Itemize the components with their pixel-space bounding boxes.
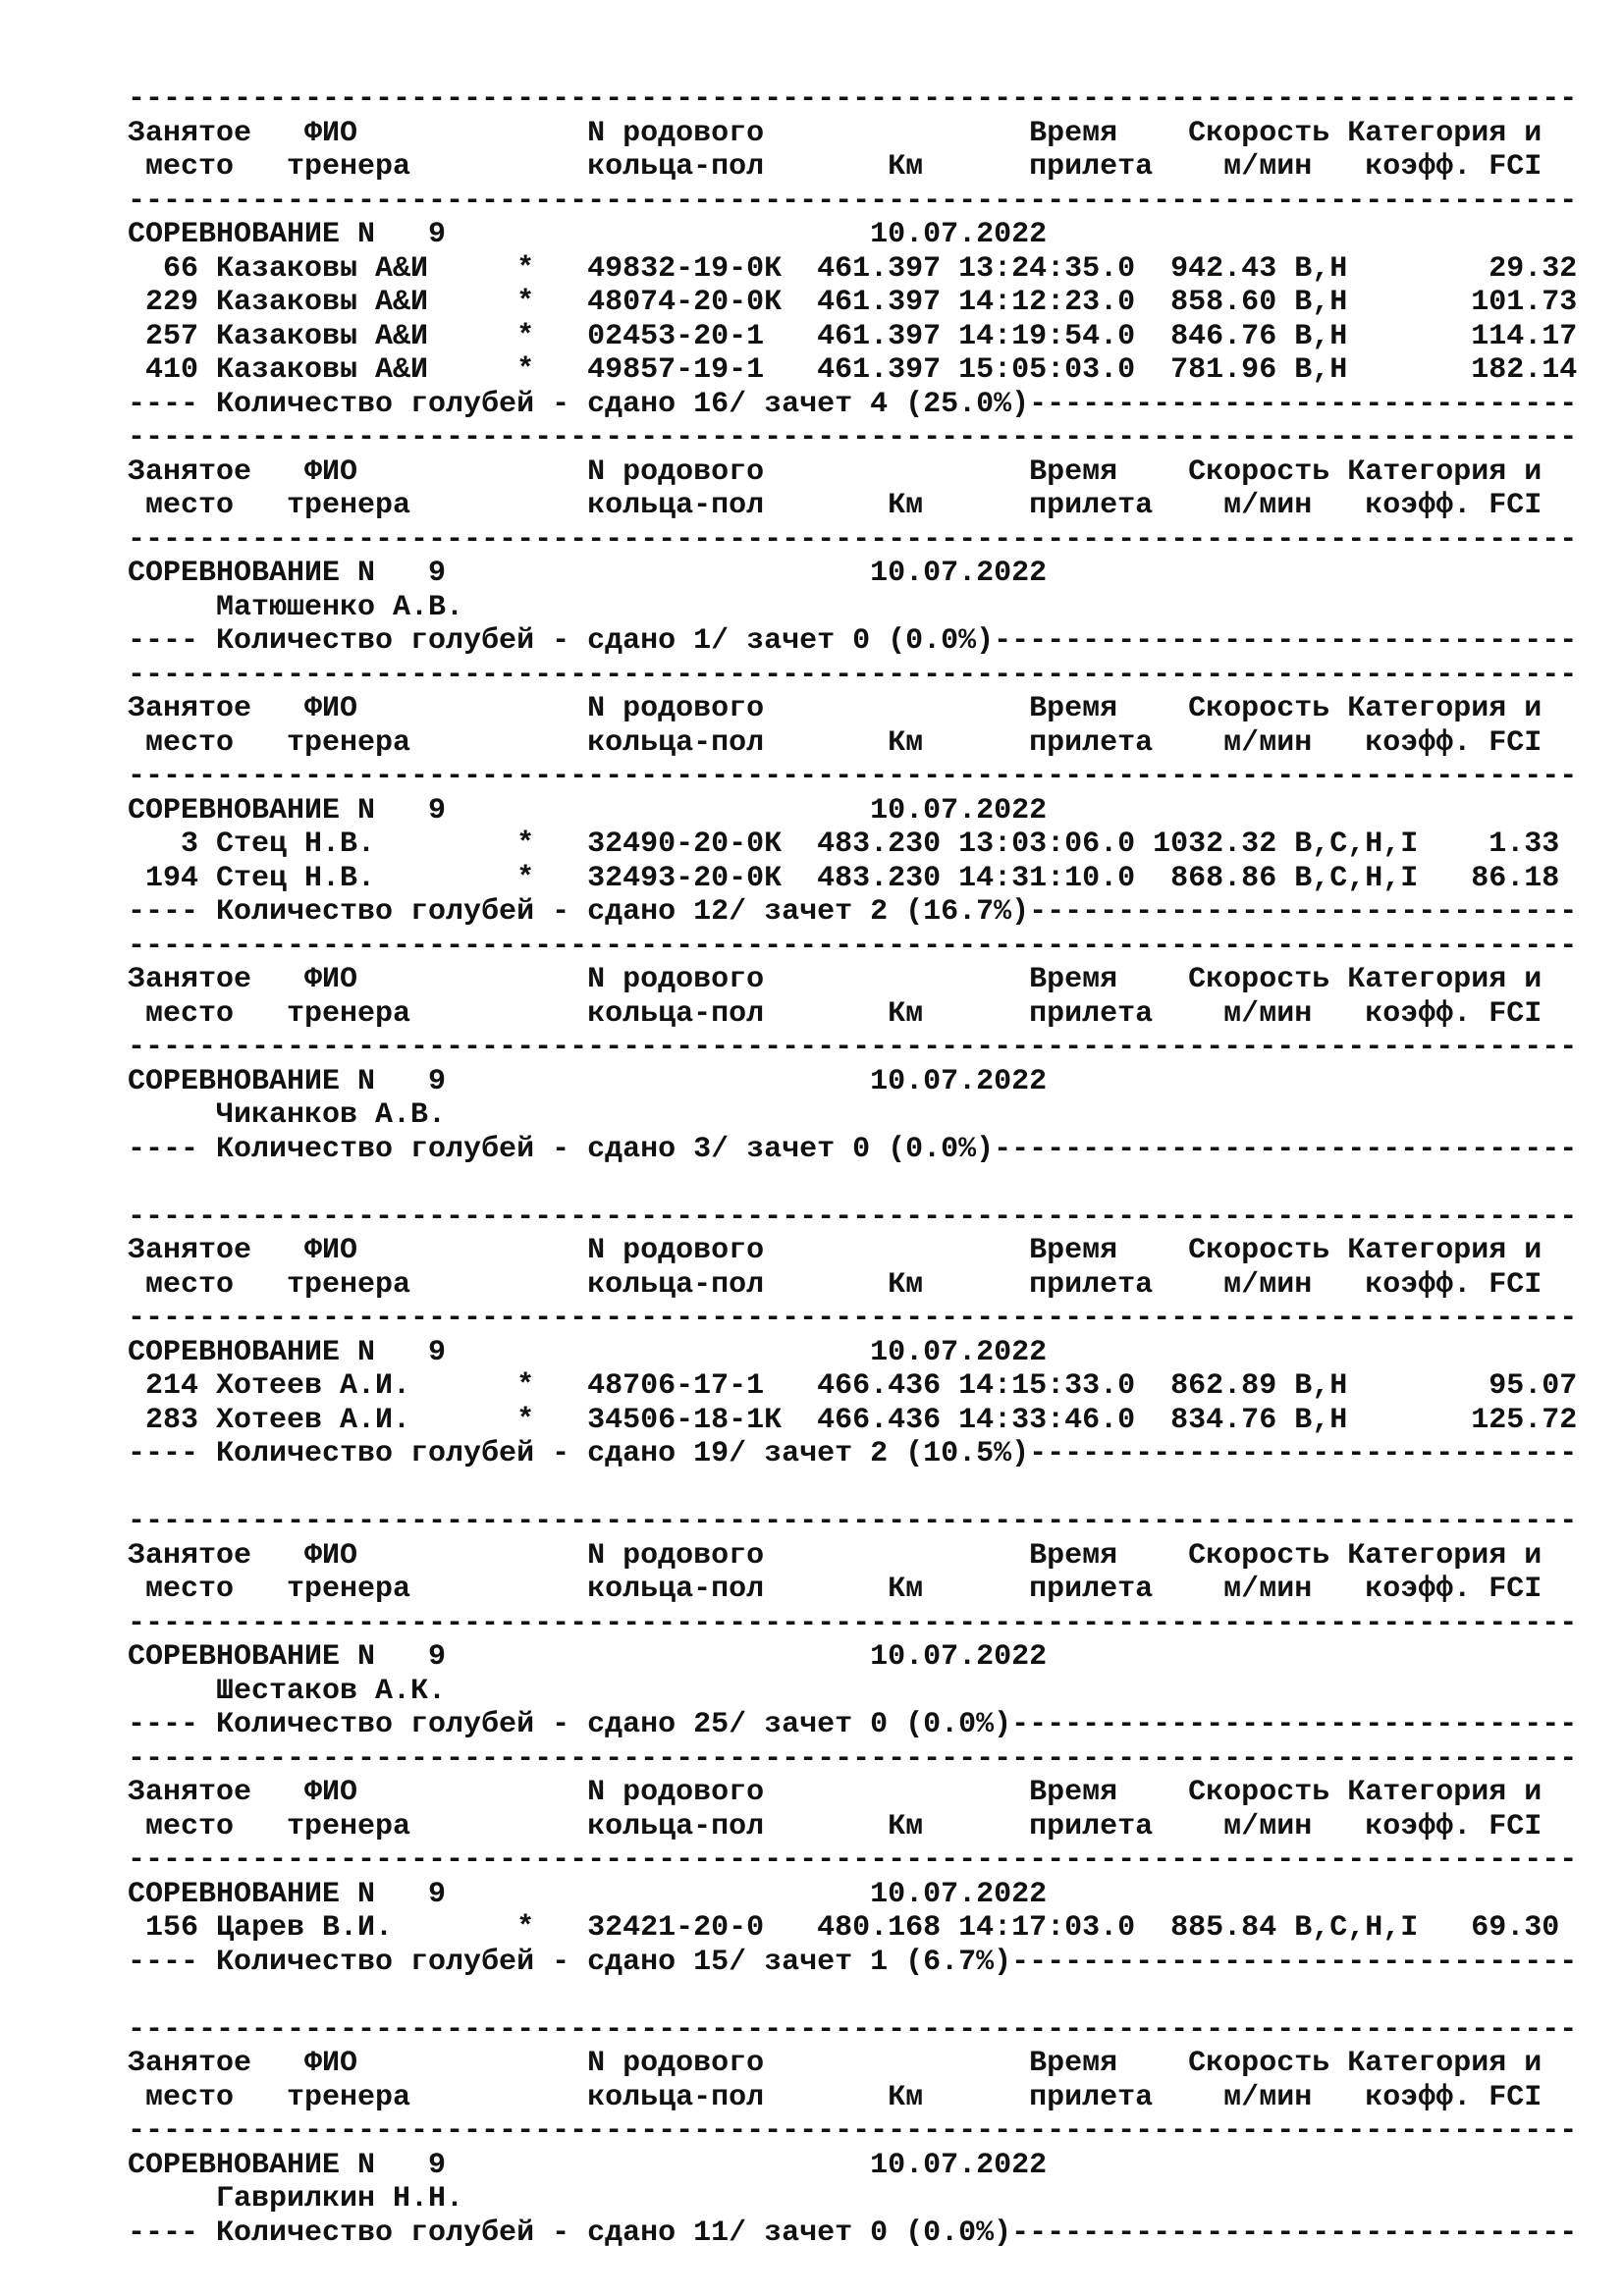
competition-title: СОРЕВНОВАНИЕ N 9 10.07.2022: [128, 2148, 1048, 2182]
separator-line: ----------------------------------------------------------------------------------: [128, 2114, 1578, 2148]
column-header-line-2: место тренера кольца-пол Км прилета м/мин коэфф. FCI: [128, 1573, 1543, 1606]
column-header-line-1: Занятое ФИО N родового Время Скорость Категория и: [128, 454, 1543, 489]
separator-line: ----------------------------------------------------------------------------------: [128, 184, 1578, 218]
column-header-line-2: место тренера кольца-пол Км прилета м/мин коэфф. FCI: [128, 489, 1543, 522]
result-row: Гаврилкин Н.Н.: [128, 2182, 464, 2216]
separator-line: ----------------------------------------------------------------------------------: [128, 1505, 1578, 1538]
column-header-line-2: место тренера кольца-пол Км прилета м/мин коэфф. FCI: [128, 725, 1543, 760]
column-header-line-1: Занятое ФИО N родового Время Скорость Категория и: [128, 1776, 1543, 1809]
separator-line: ----------------------------------------------------------------------------------: [128, 658, 1578, 692]
column-header-line-1: Занятое ФИО N родового Время Скорость Категория и: [128, 1538, 1543, 1573]
separator-line: ----------------------------------------------------------------------------------: [128, 929, 1578, 963]
summary-line: ---- Количество голубей - сдано 12/ зачет 2 (16.7%)-------------------------------: [128, 895, 1578, 929]
column-header-line-2: место тренера кольца-пол Км прилета м/мин коэфф. FCI: [128, 1809, 1543, 1843]
competition-title: СОРЕВНОВАНИЕ N 9 10.07.2022: [128, 1877, 1048, 1911]
competition-title: СОРЕВНОВАНИЕ N 9 10.07.2022: [128, 557, 1048, 590]
result-row: 66 Казаковы А&И * 49832-19-0К 461.397 13:24:35.0 942.43 В,Н 29.32: [128, 251, 1578, 286]
separator-line: ----------------------------------------------------------------------------------: [128, 1606, 1578, 1640]
summary-line: ---- Количество голубей - сдано 11/ зачет 0 (0.0%)--------------------------------: [128, 2216, 1578, 2250]
column-header-line-2: место тренера кольца-пол Км прилета м/мин коэфф. FCI: [128, 1267, 1543, 1302]
separator-line: ----------------------------------------------------------------------------------: [128, 1302, 1578, 1335]
separator-line: ----------------------------------------------------------------------------------: [128, 1843, 1578, 1877]
result-row: 194 Стец Н.В. * 32493-20-0К 483.230 14:31:10.0 868.86 В,С,Н,I 86.18: [128, 861, 1560, 895]
result-row: 410 Казаковы А&И * 49857-19-1 461.397 15:05:03.0 781.96 В,Н 182.14: [128, 353, 1578, 387]
separator-line: ----------------------------------------------------------------------------------: [128, 1031, 1578, 1064]
summary-line: ---- Количество голубей - сдано 3/ зачет 0 (0.0%)---------------------------------: [128, 1132, 1578, 1166]
competition-title: СОРЕВНОВАНИЕ N 9 10.07.2022: [128, 1640, 1048, 1674]
competition-title: СОРЕВНОВАНИЕ N 9 10.07.2022: [128, 218, 1048, 251]
column-header-line-1: Занятое ФИО N родового Время Скорость Категория и: [128, 963, 1543, 996]
column-header-line-1: Занятое ФИО N родового Время Скорость Категория и: [128, 1234, 1543, 1267]
separator-line: ----------------------------------------------------------------------------------: [128, 82, 1578, 116]
column-header-line-2: место тренера кольца-пол Км прилета м/мин коэфф. FCI: [128, 996, 1543, 1031]
blank-line: [128, 1979, 1600, 2013]
summary-line: ---- Количество голубей - сдано 1/ зачет 0 (0.0%)---------------------------------: [128, 624, 1578, 658]
column-header-line-2: место тренера кольца-пол Км прилета м/мин коэфф. FCI: [128, 150, 1543, 184]
result-row: 229 Казаковы А&И * 48074-20-0К 461.397 14:12:23.0 858.60 В,Н 101.73: [128, 286, 1578, 319]
result-row: 214 Хотеев А.И. * 48706-17-1 466.436 14:15:33.0 862.89 В,Н 95.07: [128, 1369, 1578, 1403]
separator-line: ----------------------------------------------------------------------------------: [128, 1741, 1578, 1776]
separator-line: ----------------------------------------------------------------------------------: [128, 2012, 1578, 2047]
separator-line: ----------------------------------------------------------------------------------: [128, 1200, 1578, 1234]
result-row: Матюшенко А.В.: [128, 590, 464, 624]
result-row: 257 Казаковы А&И * 02453-20-1 461.397 14:19:54.0 846.76 В,Н 114.17: [128, 319, 1578, 353]
separator-line: ----------------------------------------------------------------------------------: [128, 421, 1578, 454]
results-report: [128, 82, 1600, 2250]
summary-line: ---- Количество голубей - сдано 16/ зачет 4 (25.0%)-------------------------------: [128, 387, 1578, 421]
column-header-line-1: Занятое ФИО N родового Время Скорость Категория и: [128, 116, 1543, 150]
blank-line: [128, 1471, 1600, 1506]
summary-line: ---- Количество голубей - сдано 15/ зачет 1 (6.7%)--------------------------------: [128, 1945, 1578, 1979]
summary-line: ---- Количество голубей - сдано 25/ зачет 0 (0.0%)--------------------------------: [128, 1708, 1578, 1741]
competition-title: СОРЕВНОВАНИЕ N 9 10.07.2022: [128, 793, 1048, 828]
separator-line: ----------------------------------------------------------------------------------: [128, 760, 1578, 793]
result-row: 3 Стец Н.В. * 32490-20-0К 483.230 13:03:06.0 1032.32 В,С,Н,I 1.33: [128, 828, 1560, 861]
column-header-line-2: место тренера кольца-пол Км прилета м/мин коэфф. FCI: [128, 2080, 1543, 2114]
result-row: 156 Царев В.И. * 32421-20-0 480.168 14:17:03.0 885.84 В,С,Н,I 69.30: [128, 1911, 1560, 1945]
result-row: 283 Хотеев А.И. * 34506-18-1К 466.436 14:33:46.0 834.76 В,Н 125.72: [128, 1403, 1578, 1437]
summary-line: ---- Количество голубей - сдано 19/ зачет 2 (10.5%)-------------------------------: [128, 1437, 1578, 1470]
result-row: Чиканков А.В.: [128, 1098, 447, 1132]
competition-title: СОРЕВНОВАНИЕ N 9 10.07.2022: [128, 1335, 1048, 1369]
separator-line: ----------------------------------------------------------------------------------: [128, 522, 1578, 557]
competition-title: СОРЕВНОВАНИЕ N 9 10.07.2022: [128, 1064, 1048, 1098]
column-header-line-1: Занятое ФИО N родового Время Скорость Категория и: [128, 2047, 1543, 2080]
blank-line: [128, 1166, 1600, 1201]
column-header-line-1: Занятое ФИО N родового Время Скорость Категория и: [128, 692, 1543, 725]
result-row: Шестаков А.К.: [128, 1674, 447, 1708]
